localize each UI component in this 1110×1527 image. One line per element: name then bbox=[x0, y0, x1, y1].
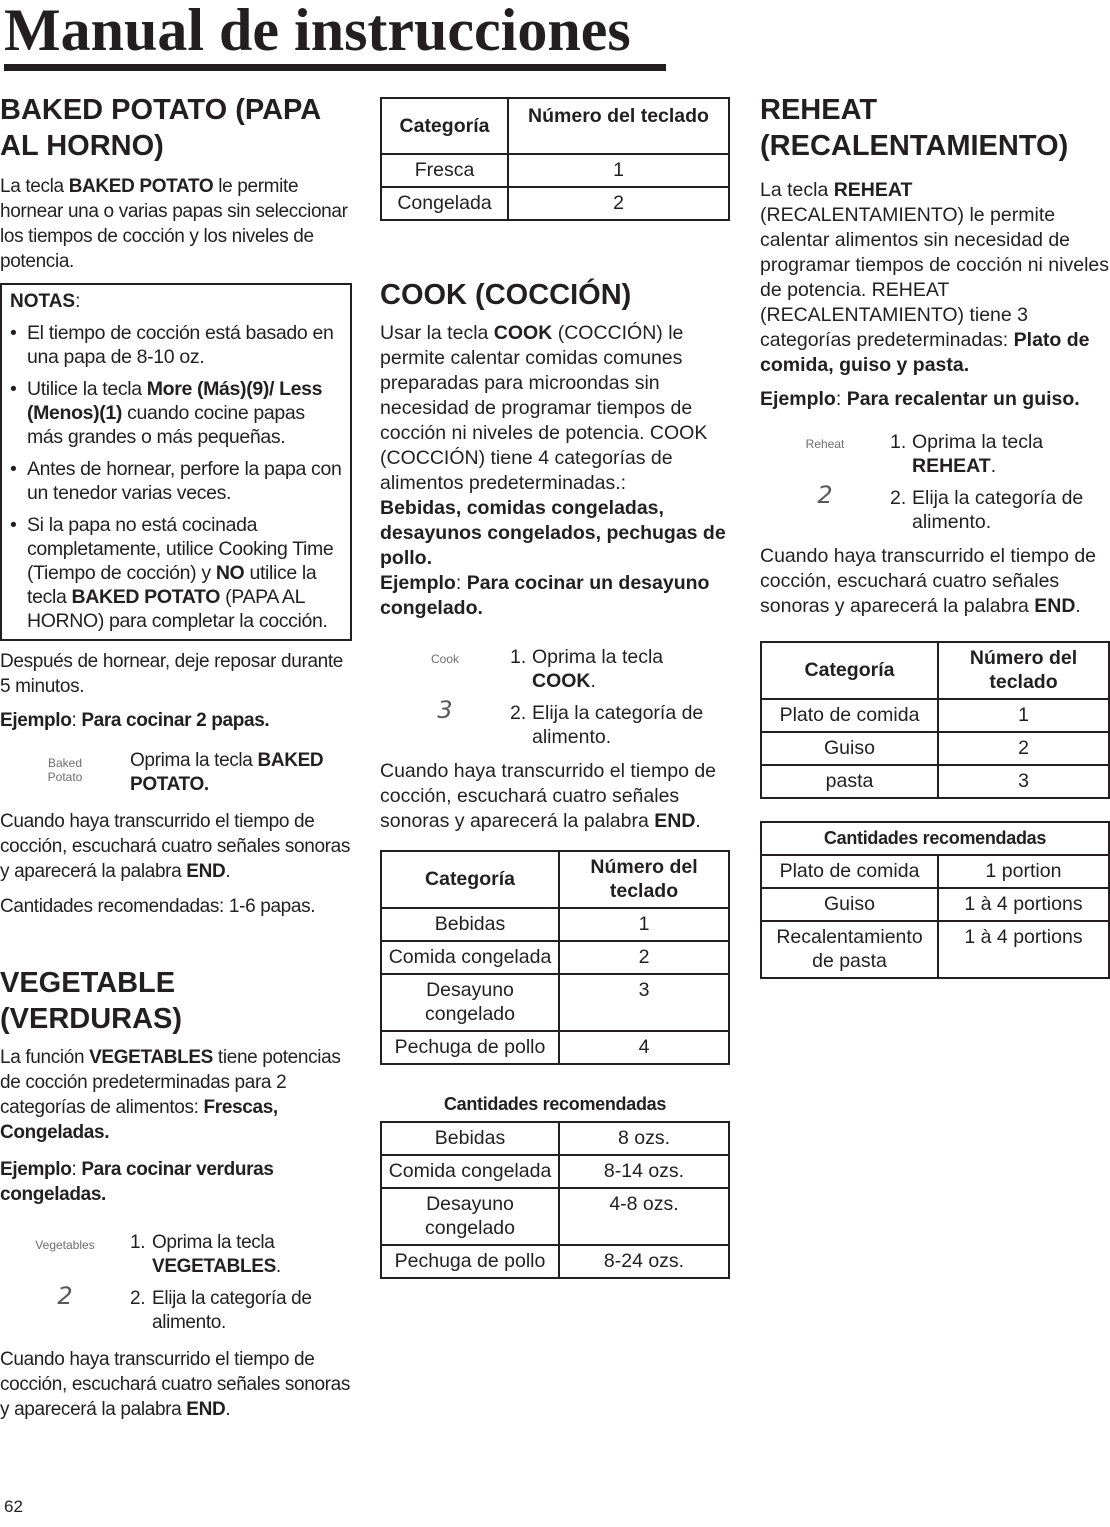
end-message: Cuando haya transcurrido el tiempo de cocción, escuchará cuatro señales sonoras y aparecerá la palabra END. bbox=[380, 760, 717, 832]
step-row bbox=[380, 645, 730, 693]
baked-potato-intro: La tecla BAKED POTATO le permite hornear una o varias papas sin seleccionar los tiempos de cocción y los niveles de potencia. bbox=[0, 176, 348, 272]
table-row: Bebidas 8 ozs. bbox=[381, 1122, 729, 1155]
step-row bbox=[0, 749, 352, 797]
reheat-key[interactable]: Reheat bbox=[805, 437, 845, 451]
note-item: • Antes de hornear, perfore la papa con un tenedor varias veces. bbox=[10, 457, 344, 505]
page-number: 62 bbox=[4, 1497, 23, 1516]
quantities-text: Cantidades recomendadas: 1-6 papas. bbox=[0, 896, 316, 917]
reheat-quantities-table bbox=[760, 821, 1110, 979]
step-text: 1. Oprima la tecla VEGETABLES. bbox=[130, 1232, 281, 1277]
table-header: Categoría bbox=[381, 98, 508, 154]
step-text: 2. Elija la categoría de alimento. bbox=[890, 487, 1084, 533]
end-message: Cuando haya transcurrido el tiempo de cocción, escuchará cuatro señales sonoras y aparecerá la palabra END. bbox=[760, 545, 1097, 617]
column-middle bbox=[380, 97, 730, 1279]
step-text: 1. Oprima la tecla REHEAT. bbox=[890, 431, 1044, 477]
table-row: Plato de comida 1 bbox=[761, 699, 1109, 732]
table-header: Número del teclado bbox=[559, 851, 729, 908]
number-key[interactable]: 2 bbox=[57, 1282, 73, 1310]
cook-quantities-table bbox=[380, 1121, 730, 1279]
number-key[interactable]: 2 bbox=[817, 481, 833, 509]
baked-potato-key[interactable]: Baked Potato bbox=[47, 756, 83, 784]
table-header: Categoría bbox=[381, 851, 559, 908]
table-row: Comida congelada 8-14 ozs. bbox=[381, 1155, 729, 1188]
example-line: Ejemplo: Para cocinar verduras congeladas. bbox=[0, 1159, 274, 1205]
table-row: Pechuga de pollo 4 bbox=[381, 1031, 729, 1064]
table-row: Congelada 2 bbox=[381, 187, 729, 220]
end-message: Cuando haya transcurrido el tiempo de cocción, escuchará cuatro señales sonoras y aparecerá la palabra END. bbox=[0, 1349, 351, 1420]
example-line: Ejemplo: Para recalentar un guiso. bbox=[760, 388, 1080, 410]
table-row: Bebidas 1 bbox=[381, 908, 729, 941]
table-row: Pechuga de pollo 8-24 ozs. bbox=[381, 1245, 729, 1278]
vegetable-intro: La función VEGETABLES tiene potencias de cocción predeterminadas para 2 categorías de alimentos: Frescas, Congeladas. bbox=[0, 1047, 341, 1143]
title-rule bbox=[4, 64, 666, 71]
table-row: Guiso 1 à 4 portions bbox=[761, 888, 1109, 921]
note-item: • El tiempo de cocción está basado en una papa de 8-10 oz. bbox=[10, 321, 344, 369]
step-row bbox=[0, 1282, 352, 1335]
table-header: Categoría bbox=[761, 642, 938, 699]
page-title: Manual de instrucciones bbox=[4, 0, 631, 63]
column-left bbox=[0, 92, 352, 1431]
table-row: pasta 3 bbox=[761, 765, 1109, 798]
step-text: Oprima la tecla BAKED POTATO. bbox=[130, 750, 324, 795]
step-row bbox=[760, 430, 1110, 478]
number-key[interactable]: 3 bbox=[437, 696, 453, 724]
step-row bbox=[0, 1231, 352, 1279]
table-row: Guiso 2 bbox=[761, 732, 1109, 765]
baked-potato-heading: BAKED POTATO (PAPA AL HORNO) bbox=[0, 94, 321, 162]
table-row: Desayuno congelado 4-8 ozs. bbox=[381, 1188, 729, 1245]
rest-instruction: Después de hornear, deje reposar durante 5 minutos. bbox=[0, 651, 344, 697]
reheat-category-table bbox=[760, 641, 1110, 799]
step-row bbox=[380, 696, 730, 749]
table-header: Número del teclado bbox=[508, 98, 729, 154]
note-item: • Utilice la tecla More (Más)(9)/ Less (Menos)(1) cuando cocine papas más grandes o más pequeñas. bbox=[10, 377, 344, 449]
table-header: Número del teclado bbox=[938, 642, 1109, 699]
notes-box bbox=[0, 283, 352, 641]
end-message: Cuando haya transcurrido el tiempo de cocción, escuchará cuatro señales sonoras y aparecerá la palabra END. bbox=[0, 811, 351, 882]
step-text: 2. Elija la categoría de alimento. bbox=[510, 702, 704, 748]
cook-category-table bbox=[380, 850, 730, 1065]
table-row: Desayuno congelado 3 bbox=[381, 974, 729, 1031]
step-text: 2. Elija la categoría de alimento. bbox=[130, 1288, 312, 1333]
cook-heading: COOK (COCCIÓN) bbox=[380, 279, 632, 311]
table-row: Plato de comida 1 portion bbox=[761, 855, 1109, 888]
example-line: Ejemplo: Para cocinar 2 papas. bbox=[0, 710, 270, 731]
table-row: Comida congelada 2 bbox=[381, 941, 729, 974]
column-right bbox=[760, 92, 1110, 979]
reheat-heading: REHEAT (RECALENTAMIENTO) bbox=[760, 94, 1069, 162]
step-text: 1. Oprima la tecla COOK. bbox=[510, 646, 664, 692]
table-row: Fresca 1 bbox=[381, 154, 729, 187]
cook-intro: Usar la tecla COOK (COCCIÓN) le permite calentar comidas comunes preparadas para microondas sin necesidad de programar tiempos de cocción ni niveles de potencia. COOK (COCCIÓN) tiene 4 categorías de alimentos predeterminadas.: Bebidas, comidas congeladas, desayunos congelados, pechugas de pollo. Ejemplo: Para cocinar un desayuno congelado. bbox=[380, 322, 726, 619]
cook-key[interactable]: Cook bbox=[430, 652, 459, 666]
step-row bbox=[760, 481, 1110, 534]
vegetable-heading: VEGETABLE (VERDURAS) bbox=[0, 967, 183, 1035]
vegetables-key[interactable]: Vegetables bbox=[35, 1238, 95, 1252]
vegetable-category-table bbox=[380, 97, 730, 221]
quantities-caption: Cantidades recomendadas bbox=[443, 1094, 667, 1114]
notes-title: NOTAS: bbox=[10, 291, 81, 312]
table-row: Recalentamiento de pasta 1 à 4 portions bbox=[761, 921, 1109, 978]
quantities-caption: Cantidades recomendadas bbox=[761, 822, 1109, 855]
note-item: • Si la papa no está cocinada completamente, utilice Cooking Time (Tiempo de cocción) y NO utilice la tecla BAKED POTATO (PAPA AL HORNO) para completar la cocción. bbox=[10, 513, 344, 633]
reheat-intro: La tecla REHEAT (RECALENTAMIENTO) le permite calentar alimentos sin necesidad de programar tiempos de cocción ni niveles de potencia. REHEAT (RECALENTAMIENTO) tiene 3 categorías predeterminadas: Plato de comida, guiso y pasta. bbox=[760, 179, 1110, 376]
